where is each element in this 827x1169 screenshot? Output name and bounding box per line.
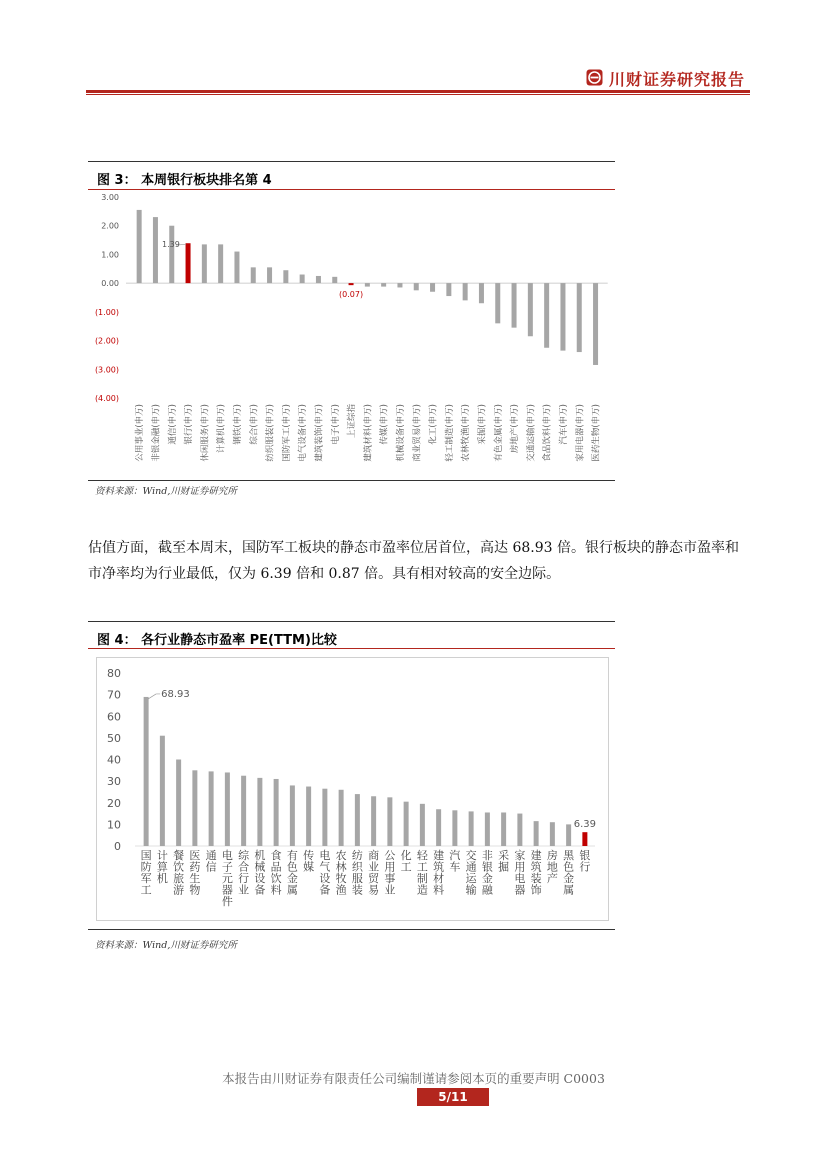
x-tick-label: 建筑材料(申万) [363,404,374,462]
y-tick-label: 20 [107,796,121,810]
y-tick-label: 50 [107,731,121,745]
y-tick-label: 1.00 [101,250,119,260]
x-tick-label: 电子(申万) [330,404,341,445]
x-tick-label: 综合(申万) [249,404,260,445]
bar [316,276,321,283]
x-tick-label: 商业贸易(申万) [412,404,423,462]
bar [349,283,354,285]
x-tick-label: 综合行业 [238,849,250,897]
x-tick-label: 有色金属(申万) [493,404,504,462]
x-tick-label: 有色金属 [286,849,298,897]
x-tick-label: 采掘 [498,849,510,874]
y-tick-label: (1.00) [94,307,119,317]
x-tick-label: 非银金融(申万) [151,404,162,462]
bar [495,283,500,323]
figure3-source: 资料来源：Wind,川财证券研究所 [95,486,237,497]
y-tick-label: 40 [107,753,121,767]
figure4-title: 图 4： 各行业静态市盈率 PE(TTM)比较 [97,633,337,648]
bar [153,217,158,283]
x-tick-label: 钢铁(申万) [232,404,243,445]
x-tick-label: 黑色金属 [563,849,575,897]
x-tick-label: 农林牧渔 [335,849,347,897]
bar [381,283,386,286]
x-tick-label: 银行 [579,849,591,874]
bar [332,277,337,283]
bar [485,812,490,846]
x-tick-label: 纺织服装(申万) [265,404,276,462]
x-tick-label: 医药生物 [189,849,201,897]
bar [577,283,582,352]
bar [566,824,571,846]
header-divider [86,90,750,93]
x-tick-label: 餐饮旅游 [173,849,185,897]
x-tick-label: 医药生物(申万) [591,404,602,462]
x-tick-label: 食品饮料(申万) [542,404,553,462]
x-tick-label: 化工(申万) [428,404,439,445]
bar [512,283,517,328]
x-tick-label: 建筑装饰 [530,849,542,897]
bar [397,283,402,287]
x-tick-label: 电气设备(申万) [298,404,309,462]
bar [283,270,288,283]
bar [241,776,246,846]
x-tick-label: 建筑装饰(申万) [314,404,325,462]
x-tick-label: 房地产 [546,849,558,885]
bar [469,811,474,846]
bar [290,785,295,846]
y-tick-label: (4.00) [94,394,119,403]
x-tick-label: 计算机(申万) [216,404,227,454]
bar [430,283,435,292]
bar [306,787,311,846]
x-tick-label: 商业贸易 [368,849,380,897]
bar [144,697,149,846]
bar [420,804,425,846]
x-tick-label: 交通运输(申万) [526,404,537,462]
bar [593,283,598,365]
data-label: 1.39 [162,240,180,250]
x-tick-label: 通信(申万) [167,404,178,445]
y-tick-label: 10 [107,818,121,832]
bar [202,244,207,283]
x-tick-label: 机械设备(申万) [395,404,406,462]
x-tick-label: 轻工制造 [416,849,428,897]
valuation-paragraph: 估值方面，截至本周末，国防军工板块的静态市盈率位居首位，高达 68.93 倍。银行板块的静态市盈率和市净率均为行业最低，仅为 6.39 倍和 0.87 倍。具有相对较高的安全边际。 [88,540,739,582]
x-tick-label: 休闲服务(申万) [200,404,211,462]
bar [218,244,223,283]
x-tick-label: 汽车(申万) [558,404,569,445]
page-number: 5/11 [417,1088,489,1106]
bar [192,770,197,846]
y-tick-label: 2.00 [101,221,119,231]
bar [550,822,555,846]
bar [371,796,376,846]
x-tick-label: 纺织服装 [351,849,363,897]
bar [517,814,522,846]
x-tick-label: 国防军工 [140,849,152,897]
bar [137,210,142,283]
x-tick-label: 传媒 [303,849,315,874]
bar [479,283,484,303]
x-tick-label: 交通运输 [465,849,477,897]
x-tick-label: 采掘(申万) [477,404,488,445]
x-tick-label: 轻工制造(申万) [444,404,455,462]
bar [251,267,256,283]
bar [463,283,468,300]
x-tick-label: 计算机 [156,849,168,885]
bar [387,797,392,846]
x-tick-label: 建筑材料 [433,849,445,897]
figure3-title: 图 3： 本周银行板块排名第 4 [97,173,272,188]
bar [274,779,279,846]
x-tick-label: 机械设备 [254,849,266,897]
y-tick-label: 80 [107,667,121,680]
bar [365,283,370,286]
footer-disclaimer: 本报告由川财证券有限责任公司编制谨请参阅本页的重要声明 C0003 [222,1071,605,1086]
y-tick-label: (2.00) [94,336,119,346]
bar [355,794,360,846]
bar [176,760,181,847]
bar [234,252,239,284]
x-tick-label: 房地产(申万) [510,404,521,454]
x-tick-label: 公用事业 [384,849,396,897]
bar [544,283,549,348]
bar [186,243,191,283]
figure4-source: 资料来源：Wind,川财证券研究所 [95,940,237,951]
figure3-bottom-rule [88,480,615,481]
x-tick-label: 家用电器 [514,849,526,897]
bar [560,283,565,350]
bar [322,789,327,846]
x-tick-label: 国防军工(申万) [281,404,292,462]
bar [257,778,262,846]
y-tick-label: 0.00 [101,279,119,289]
x-tick-label: 食品饮料 [270,849,282,897]
x-tick-label: 传媒(申万) [379,404,390,445]
bar [528,283,533,336]
x-tick-label: 非银金融 [481,849,493,897]
bar [209,771,214,846]
y-tick-label: 30 [107,775,121,789]
bar [160,736,165,846]
bar [436,809,441,846]
bar [501,812,506,846]
x-tick-label: 农林牧渔(申万) [461,404,472,462]
bar [225,772,230,846]
y-tick-label: 0 [114,840,121,853]
y-tick-label: 3.00 [101,193,119,202]
report-brand-title: 川财证券研究报告 [609,70,746,89]
bar [267,267,272,283]
x-tick-label: 通信 [205,849,217,874]
y-tick-label: 60 [107,710,121,724]
x-tick-label: 银行(申万) [184,404,195,445]
bar [339,790,344,846]
x-tick-label: 汽车 [449,849,461,874]
x-tick-label: 上证综指 [347,404,358,439]
bar [446,283,451,296]
x-tick-label: 公用事业(申万) [135,404,146,462]
figure4-bottom-rule [88,929,615,930]
data-label: 68.93 [161,688,190,700]
data-label: 6.39 [573,819,597,831]
data-label: (0.07) [339,290,364,300]
bar [404,802,409,846]
x-tick-label: 家用电器(申万) [575,404,586,462]
bar [452,810,457,846]
x-tick-label: 电气设备 [319,849,331,897]
y-tick-label: (3.00) [94,365,119,375]
bar [582,832,587,846]
bar [534,821,539,846]
label-leader [148,694,156,699]
y-tick-label: 70 [107,688,121,702]
bar [414,283,419,290]
figure4-title-rule [88,648,615,649]
bar [169,226,174,283]
x-tick-label: 化工 [400,849,412,874]
figure4-top-rule [88,621,615,622]
x-tick-label: 电子元器件 [221,849,233,908]
industry-pe-ttm-chart [97,658,606,918]
chuancai-logo-icon [586,69,603,86]
sector-weekly-return-chart [88,190,615,480]
figure3-top-rule [88,161,615,162]
bar [300,275,305,284]
header-divider-thin [86,94,750,95]
